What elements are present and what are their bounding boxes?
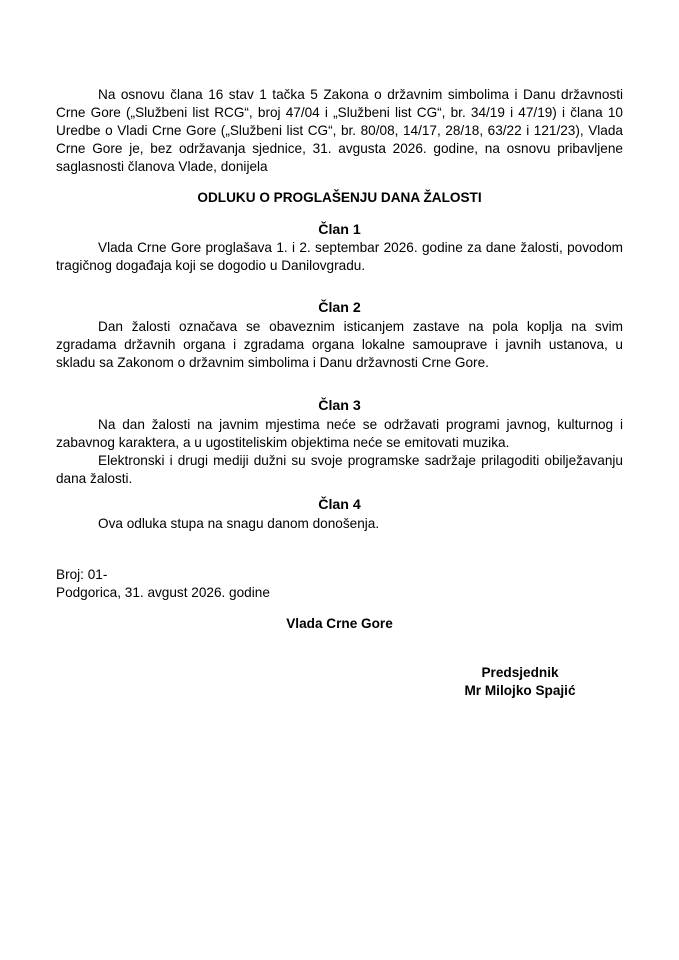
article-2-paragraph: Dan žalosti označava se obaveznim isticanjem zastave na pola koplja na svim zgradama državnih organa i zgradama organa lokalne samouprave i javnih ustanova, u skladu sa Zakonom o državnim simbolima i Danu državnosti Crne Gore.	[56, 319, 623, 370]
article-1-title: Član 1	[318, 222, 361, 238]
article-3-paragraph-2: Elektronski i drugi mediji dužni su svoje programske sadržaje prilagoditi obilježavanju dana žalosti.	[56, 453, 623, 486]
preamble-text: Na osnovu člana 16 stav 1 tačka 5 Zakona o državnim simbolima i Danu državnosti Crne Gore („Službeni list RCG“, broj 47/04 i „Službeni list CG“, br. 34/19 i 47/19) i člana 10 Uredbe o Vladi Crne Gore („Službeni list CG“, br. 80/08, 14/17, 28/18, 63/22 i 121/23), Vlada Crne Gore je, bez održavanja sjednice, 31. avgusta 2026. godine, na osnovu pribavljene saglasnosti članova Vlade, donijela	[56, 87, 623, 174]
signatory-title: Predsjednik	[481, 665, 559, 680]
place-and-date: Podgorica, 31. avgust 2026. godine	[56, 585, 270, 600]
article-3-paragraph-1: Na dan žalosti na javnim mjestima neće se održavati programi javnog, kulturnog i zabavnog karaktera, a u ugostiteliskim objektima neće se emitovati muzika.	[56, 417, 623, 450]
article-4-body	[56, 515, 623, 533]
article-2-body	[56, 318, 623, 372]
signature-block	[451, 664, 589, 700]
article-1-paragraph: Vlada Crne Gore proglašava 1. i 2. septembar 2026. godine za dane žalosti, povodom tragičnog događaja koji se dogodio u Danilovgradu.	[56, 240, 623, 273]
article-2-title: Član 2	[318, 300, 361, 316]
issuer: Vlada Crne Gore	[286, 616, 393, 631]
article-3-title: Član 3	[318, 398, 361, 414]
article-4-paragraph: Ova odluka stupa na snagu danom donošenja.	[98, 516, 380, 531]
document-number: Broj: 01-	[56, 567, 108, 582]
article-4-title: Član 4	[318, 497, 361, 513]
signatory-name: Mr Milojko Spajić	[464, 683, 576, 698]
decision-title: ODLUKU O PROGLAŠENJU DANA ŽALOSTI	[197, 190, 482, 205]
article-1-body	[56, 239, 623, 275]
article-3-body	[56, 416, 623, 488]
preamble	[56, 86, 623, 176]
